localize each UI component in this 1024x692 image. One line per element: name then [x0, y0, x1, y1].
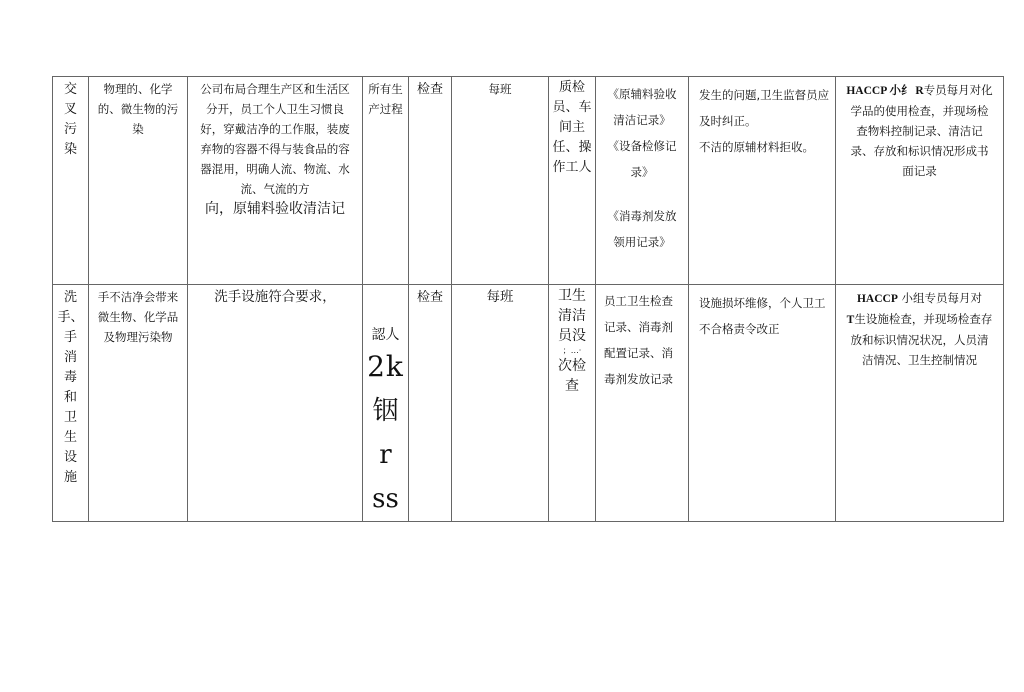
- method-cell: 检查: [409, 77, 452, 285]
- person-line: 员没: [558, 328, 586, 344]
- frequency-cell: 每班: [452, 77, 549, 285]
- verification-cell: [836, 77, 1004, 285]
- verification-text: 生设施检查，并现场检查存放和标识情况状况，人员清洁情况、卫生控制情况: [850, 312, 993, 367]
- scope-cell: [363, 285, 409, 522]
- table-row: [53, 285, 1004, 522]
- person-cell: 质检员、车间主任、操作工人: [549, 77, 596, 285]
- control-measure-cell: [188, 77, 363, 285]
- records-cell: 员工卫生检查记录、消毒剂配置记录、消毒剂发放记录: [596, 285, 689, 522]
- hazard-char: 生: [63, 430, 77, 445]
- control-measure-tail: 向，原辅料验收清洁记: [205, 201, 345, 217]
- hazard-char: 叉: [63, 102, 77, 117]
- records-cell: [596, 77, 689, 285]
- record-item: 《设备检修记录》: [607, 139, 677, 179]
- frequency-cell: 每班: [452, 285, 549, 522]
- record-item: 《原辅料验收清洁记录》: [607, 87, 677, 127]
- hazard-char: 施: [63, 470, 77, 485]
- hazard-char: 手: [63, 330, 77, 345]
- table-row: [53, 77, 1004, 285]
- scope-line: 認人: [371, 327, 400, 343]
- verification-bold: HACCP: [856, 293, 898, 305]
- person-line: 清洁: [558, 308, 586, 324]
- verification-text: 专员每月对化学品的使用检查，并现场检查物料控制记录、清洁记录、存放和标识情况形成书面记录: [850, 83, 993, 178]
- verification-text: 小组专员每月对: [901, 291, 983, 305]
- hazard-char: 设: [63, 450, 77, 465]
- scope-line: ss: [372, 484, 399, 514]
- method-cell: 检查: [409, 285, 452, 522]
- hazard-type-cell: 物理的、化学的、微生物的污染: [89, 77, 188, 285]
- person-line: 查: [565, 378, 579, 394]
- hazard-char: 洗: [63, 290, 77, 305]
- hazard-char: 手、: [57, 310, 84, 325]
- scope-line: 2k: [367, 350, 404, 383]
- hazard-char: 毒: [63, 370, 77, 385]
- hazard-cell: [53, 77, 89, 285]
- verification-bold: HACCP 小纟 R: [846, 85, 924, 97]
- control-measure-cell: 洗手设施符合要求，: [188, 285, 363, 522]
- correction-item: 不洁的原辅材料拒收。: [699, 140, 814, 154]
- person-line: ；…·: [562, 346, 582, 355]
- verification-cell: [836, 285, 1004, 522]
- person-line: 次检: [558, 358, 586, 374]
- person-line: 卫生: [558, 288, 586, 304]
- control-measure-text: 公司布局合理生产区和生活区分开，员工个人卫生习惯良好，穿戴洁净的工作服，装废弃物的容器不得与装食品的容器混用，明确人流、物流、水流、气流的方: [200, 82, 350, 196]
- correction-cell: 设施损坏维修，个人卫工不合格责令改正: [689, 285, 836, 522]
- person-cell: [549, 285, 596, 522]
- record-item: 《消毒剂发放领用记录》: [607, 209, 677, 249]
- scope-cell: 所有生产过程: [363, 77, 409, 285]
- hazard-cell: [53, 285, 89, 522]
- verification-bold: T: [846, 314, 855, 326]
- hazard-char: 和: [63, 390, 77, 405]
- hazard-char: 卫: [63, 410, 77, 425]
- scope-line: 铟r: [372, 396, 399, 470]
- hazard-char: 交: [63, 82, 77, 97]
- hazard-type-cell: 手不洁净会带来微生物、化学品及物理污染物: [89, 285, 188, 522]
- haccp-table: [52, 76, 1004, 522]
- hazard-char: 污: [63, 122, 77, 137]
- hazard-char: 染: [63, 142, 77, 157]
- correction-item: 发生的问题,卫生监督员应及时纠正。: [699, 88, 830, 128]
- correction-cell: [689, 77, 836, 285]
- hazard-char: 消: [63, 350, 77, 365]
